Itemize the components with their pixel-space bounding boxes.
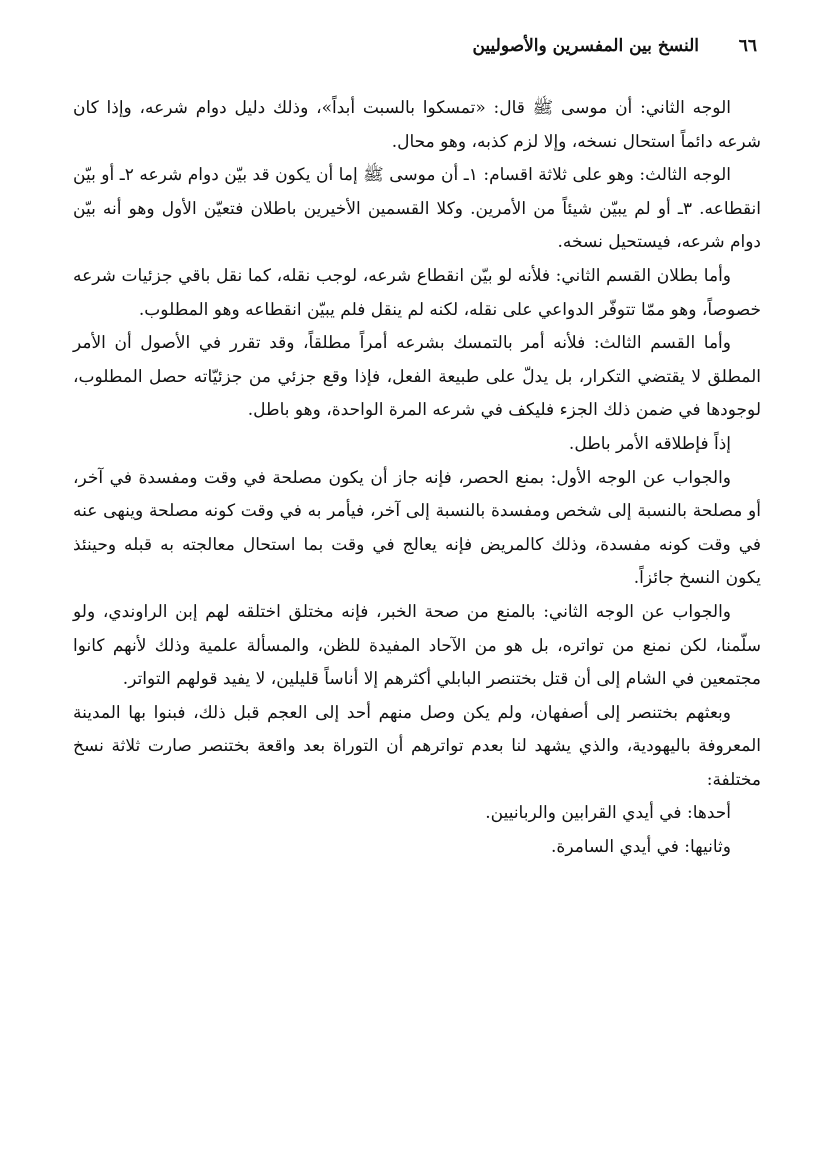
paragraph-second-aspect: الوجه الثاني: أن موسى ﷺ قال: «تمسكوا بالسبت أبداً»، وذلك دليل دوام شرعه، وإذا كان شرعه دائماً استحال نسخه، وإلا لزم كذبه، وهو محال. bbox=[73, 98, 761, 152]
list-item-first-copy: أحدها: في أيدي القرابين والربانيين. bbox=[485, 803, 731, 824]
text-body bbox=[73, 92, 761, 865]
list-item-second-copy: وثانيها: في أيدي السامرة. bbox=[551, 837, 731, 858]
paragraph-second-division-invalid: وأما بطلان القسم الثاني: فلأنه لو بيّن انقطاع شرعه، لوجب نقله، كما نقل باقي جزئيات شرعه خصوصاً، وهو ممّا تتوفّر الدواعي على نقله، لكنه لم ينقل فلم يبيّن انقطاعه وهو المطلوب. bbox=[73, 265, 761, 320]
paragraph-third-aspect: الوجه الثالث: وهو على ثلاثة اقسام: ١ـ أن موسى ﷺ إما أن يكون قد بيّن دوام شرعه ٢ـ أو بيّن انقطاعه. ٣ـ أو لم يبيّن شيئاً من الأمرين. وكلا القسمين الأخيرين باطلان فتعيّن الأول وهو أنه بيّن دوام شرعه، فيستحيل نسخه. bbox=[73, 165, 761, 253]
header-title: النسخ بين المفسرين والأصوليين bbox=[472, 36, 699, 56]
paragraph-answer-second-aspect: والجواب عن الوجه الثاني: بالمنع من صحة الخبر، فإنه مختلق اختلقه لهم إبن الراوندي، ولو سلّمنا، لكن نمنع من تواتره، بل هو من الآحاد المفيدة للظن، والمسألة علمية وذلك لأنهم كانوا مجتمعين في الشام إلى أن قتل بختنصر البابلي أكثرهم إلا أناساً قليلين، لا يفيد قولهم التواتر. bbox=[73, 601, 761, 690]
paragraph-conclusion: إذاً فإطلاقه الأمر باطل. bbox=[568, 433, 731, 454]
page-number: ٦٦ bbox=[738, 36, 757, 56]
paragraph-nebuchadnezzar: وبعثهم بختنصر إلى أصفهان، ولم يكن وصل منهم أحد إلى العجم قبل ذلك، فبنوا بها المدينة المعروفة باليهودية، والذي يشهد لنا بعدم تواترهم أن التوراة بعد واقعة بختنصر صارت ثلاثة نسخ مختلفة: bbox=[73, 702, 761, 790]
paragraph-answer-first-aspect: والجواب عن الوجه الأول: بمنع الحصر، فإنه جاز أن يكون مصلحة في وقت ومفسدة في آخر، أو مصلحة بالنسبة إلى شخص ومفسدة بالنسبة إلى آخر، فيأمر به في وقت كونه مصلحة وينهى عنه في وقت كونه مفسدة، وذلك كالمريض فإنه يعالج في وقت بما استحال معالجته به قبله وحينئذ يكون النسخ جائزاً. bbox=[73, 467, 761, 589]
paragraph-third-division: وأما القسم الثالث: فلأنه أمر بالتمسك بشرعه أمراً مطلقاً، وقد تقرر في الأصول أن الأمر المطلق لا يقتضي التكرار، بل يدلّ على طبيعة الفعل، فإذا وقع جزئي من جزئيّاته حصل المطلوب، لوجودها في ضمن ذلك الجزء فليكف في شرعه المرة الواحدة، وهو باطل. bbox=[73, 333, 761, 421]
running-header bbox=[73, 30, 757, 64]
